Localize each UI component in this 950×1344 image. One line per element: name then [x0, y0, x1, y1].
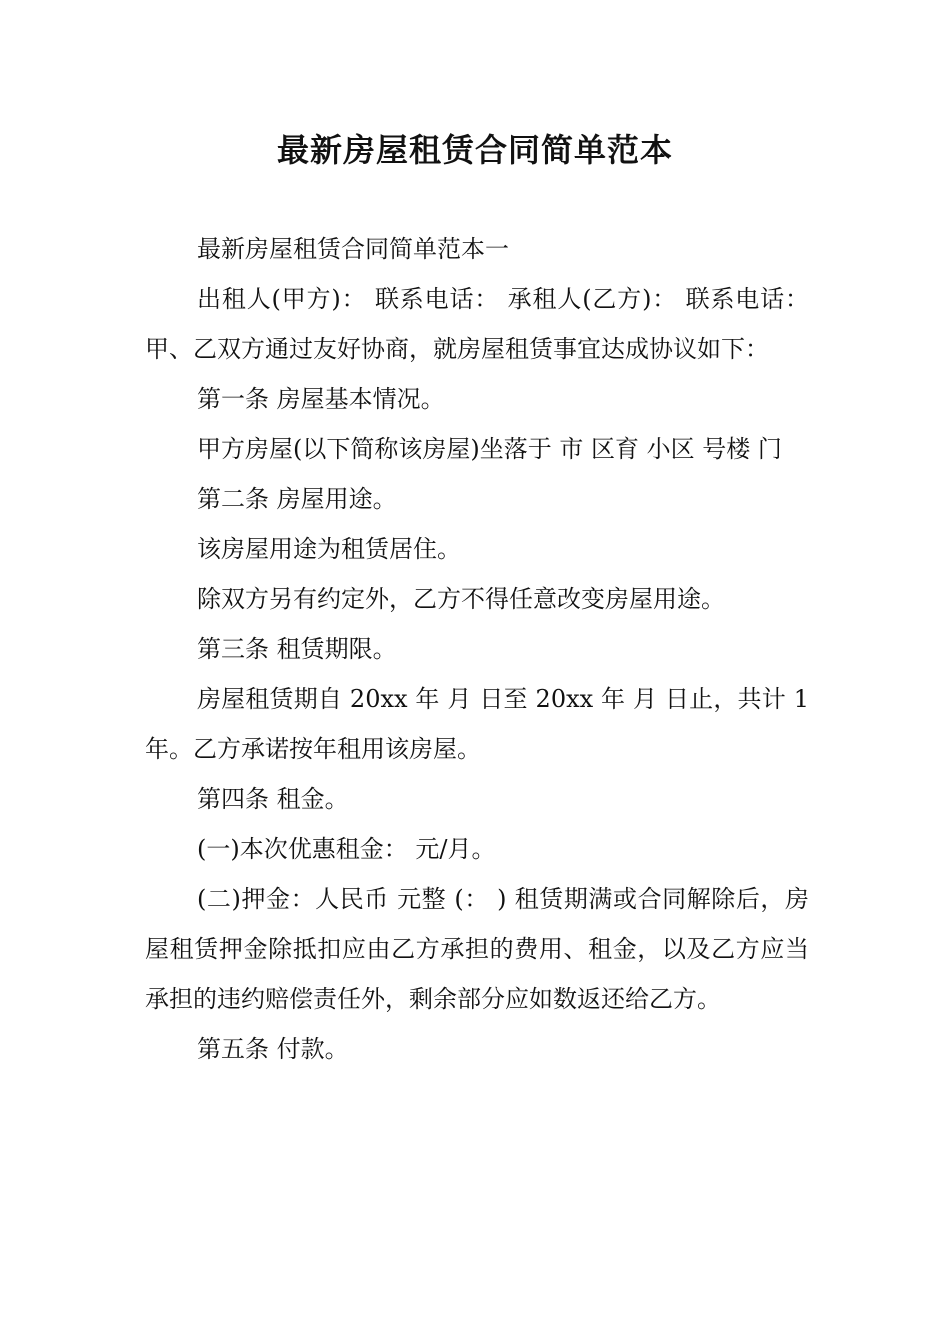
paragraph-subtitle: 最新房屋租赁合同简单范本一: [197, 235, 509, 263]
paragraph-parties: 出租人(甲方)： 联系电话： 承租人(乙方)： 联系电话： 甲、乙双方通过友好协商，就房屋租赁事宜达成协议如下：: [145, 285, 809, 363]
paragraph-article-4-deposit: (二)押金：人民币 元整 (： ) 租赁期满或合同解除后，房屋租赁押金除抵扣应由乙方承担的费用、租金，以及乙方应当承担的违约赔偿责任外，剩余部分应如数返还给乙方。: [145, 885, 809, 1013]
paragraph-article-3-term: 房屋租赁期自 20xx 年 月 日至 20xx 年 月 日止，共计 1 年。乙方承诺按年租用该房屋。: [145, 685, 809, 763]
paragraph-article-1-heading: 第一条 房屋基本情况。: [197, 385, 445, 413]
document-body: [145, 224, 809, 1074]
paragraph-article-2-heading: 第二条 房屋用途。: [197, 485, 397, 513]
paragraph-article-5-heading: 第五条 付款。: [197, 1035, 349, 1063]
document-title: 最新房屋租赁合同简单范本: [276, 131, 673, 169]
paragraph-article-4-rent: (一)本次优惠租金： 元/月。: [197, 835, 496, 863]
paragraph-article-3-heading: 第三条 租赁期限。: [197, 635, 397, 663]
paragraph-article-2-restriction: 除双方另有约定外，乙方不得任意改变房屋用途。: [197, 585, 725, 613]
paragraph-article-1-location: 甲方房屋(以下简称该房屋)坐落于 市 区育 小区 号楼 门: [197, 435, 782, 463]
paragraph-article-4-heading: 第四条 租金。: [197, 785, 349, 813]
paragraph-article-2-use: 该房屋用途为租赁居住。: [197, 535, 461, 563]
